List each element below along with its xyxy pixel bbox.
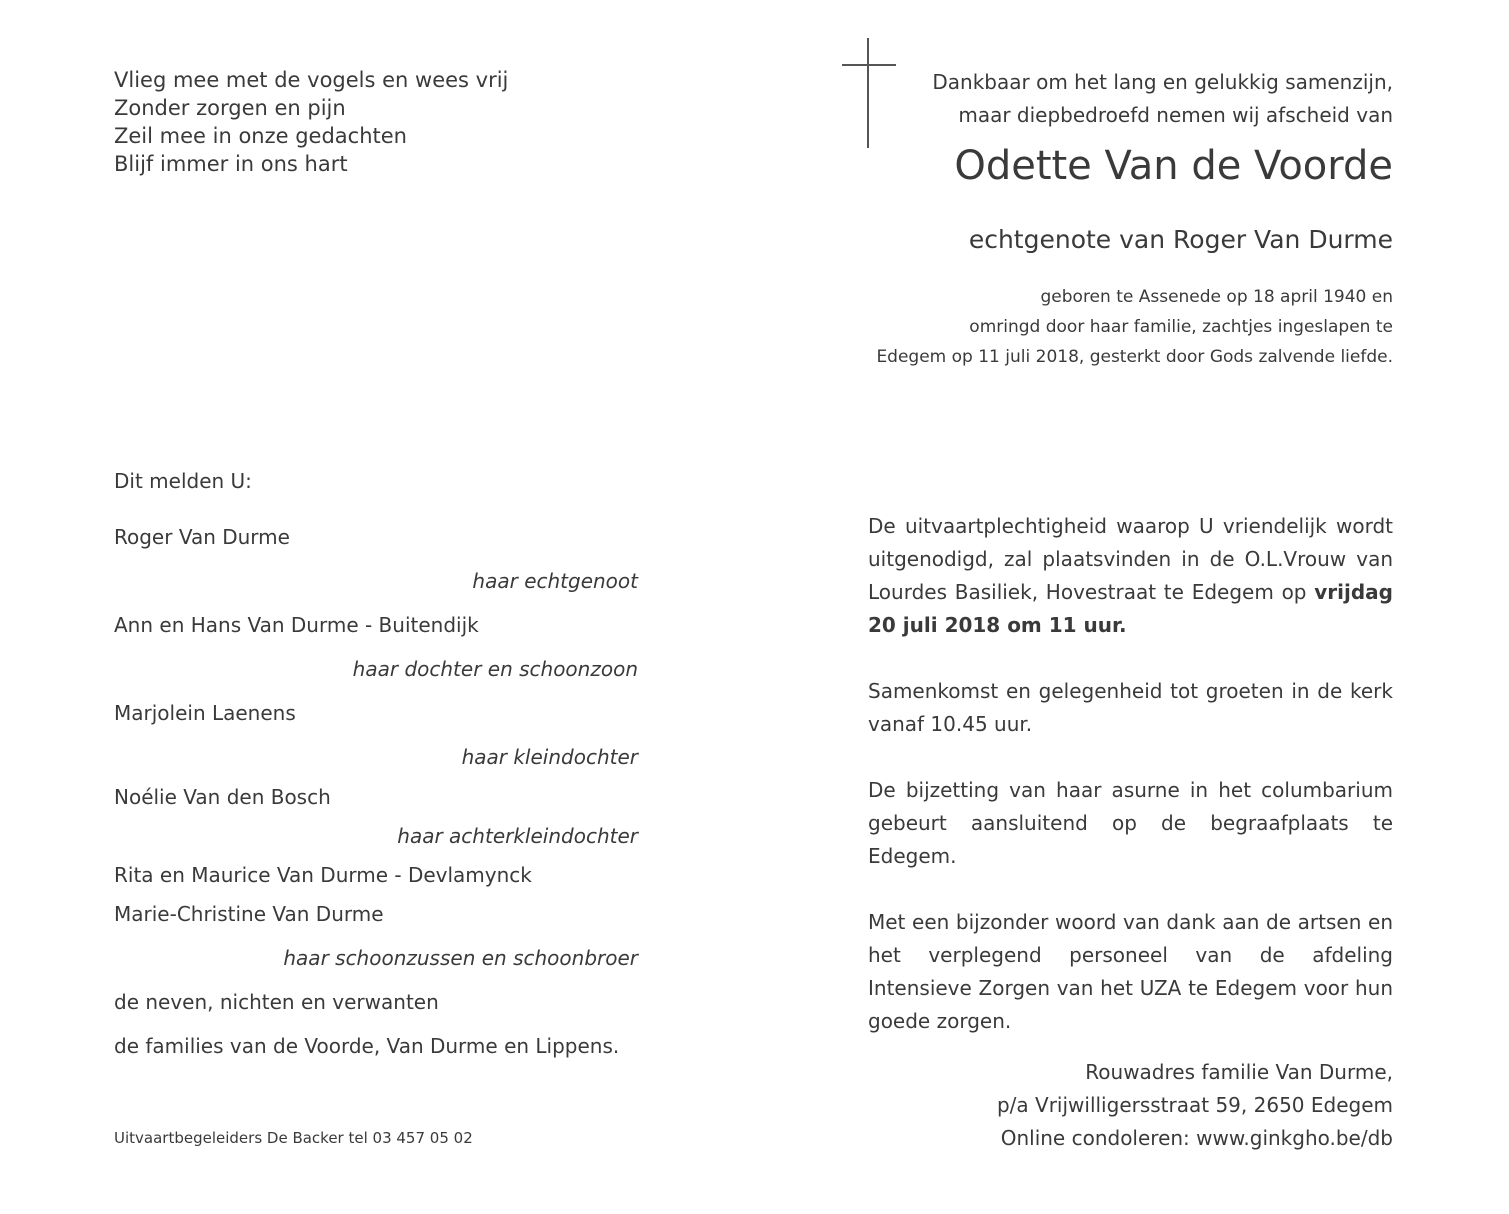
address-line: Rouwadres familie Van Durme, bbox=[1085, 1060, 1393, 1084]
undertaker-info: Uitvaartbegeleiders De Backer tel 03 457 05 02 bbox=[114, 1129, 473, 1147]
poem-line: Zeil mee in onze gedachten bbox=[114, 124, 407, 148]
ceremony-paragraph bbox=[868, 510, 1393, 642]
family-member: Rita en Maurice Van Durme - Devlamynck bbox=[114, 863, 532, 887]
family-heading: Dit melden U: bbox=[114, 469, 252, 493]
family-member: Marjolein Laenens bbox=[114, 701, 296, 725]
family-relation: haar kleindochter bbox=[461, 745, 638, 769]
address-line: p/a Vrijwilligersstraat 59, 2650 Edegem bbox=[996, 1093, 1393, 1117]
poem-line: Vlieg mee met de vogels en wees vrij bbox=[114, 68, 509, 92]
family-member: de families van de Voorde, Van Durme en Lippens. bbox=[114, 1034, 620, 1058]
birth-line: Edegem op 11 juli 2018, gesterkt door Gods zalvende liefde. bbox=[876, 347, 1393, 367]
family-relation: haar echtgenoot bbox=[472, 569, 638, 593]
family-relation: haar schoonzussen en schoonbroer bbox=[283, 946, 638, 970]
intro-text bbox=[932, 66, 1393, 132]
birth-line: omringd door haar familie, zachtjes ingeslapen te bbox=[969, 317, 1393, 337]
deceased-name: Odette Van de Voorde bbox=[954, 143, 1393, 189]
poem bbox=[114, 66, 508, 178]
family-member: Ann en Hans Van Durme - Buitendijk bbox=[114, 613, 479, 637]
poem-line: Zonder zorgen en pijn bbox=[114, 96, 346, 120]
family-list bbox=[114, 467, 638, 1060]
birth-line: geboren te Assenede op 18 april 1940 en bbox=[1040, 287, 1393, 307]
ceremony-text: De uitvaartplechtigheid waarop U vriendelijk wordt uitgenodigd, zal plaatsvinden in de O.L.Vrouw van Lourdes Basiliek, Hovestraat te Edegem op bbox=[868, 514, 1393, 604]
gathering-paragraph: Samenkomst en gelegenheid tot groeten in de kerk vanaf 10.45 uur. bbox=[868, 679, 1393, 736]
poem-line: Blijf immer in ons hart bbox=[114, 152, 348, 176]
family-member: Marie-Christine Van Durme bbox=[114, 902, 384, 926]
ceremony-details bbox=[868, 510, 1393, 1038]
intro-line: Dankbaar om het lang en gelukkig samenzijn, bbox=[932, 70, 1393, 94]
family-relation: haar achterkleindochter bbox=[397, 824, 638, 848]
spouse-line: echtgenote van Roger Van Durme bbox=[968, 225, 1393, 254]
ceremony-date: vrijdag 20 juli 2018 om 11 uur. bbox=[868, 580, 1393, 637]
birth-details bbox=[876, 282, 1393, 372]
thanks-paragraph: Met een bijzonder woord van dank aan de artsen en het verplegend personeel van de afdeling Intensieve Zorgen van het UZA te Edegem voor hun goede zorgen. bbox=[868, 910, 1393, 1033]
family-member: Noélie Van den Bosch bbox=[114, 785, 331, 809]
intro-line: maar diepbedroefd nemen wij afscheid van bbox=[958, 103, 1393, 127]
mourning-address bbox=[997, 1056, 1393, 1155]
interment-paragraph: De bijzetting van haar asurne in het columbarium gebeurt aansluitend op de begraafplaats te Edegem. bbox=[868, 778, 1393, 868]
family-member: de neven, nichten en verwanten bbox=[114, 990, 439, 1014]
family-relation: haar dochter en schoonzoon bbox=[352, 657, 638, 681]
cross-horizontal bbox=[842, 64, 896, 66]
cross-vertical bbox=[867, 38, 869, 148]
address-line: Online condoleren: www.ginkgho.be/db bbox=[1000, 1126, 1393, 1150]
family-member: Roger Van Durme bbox=[114, 525, 290, 549]
